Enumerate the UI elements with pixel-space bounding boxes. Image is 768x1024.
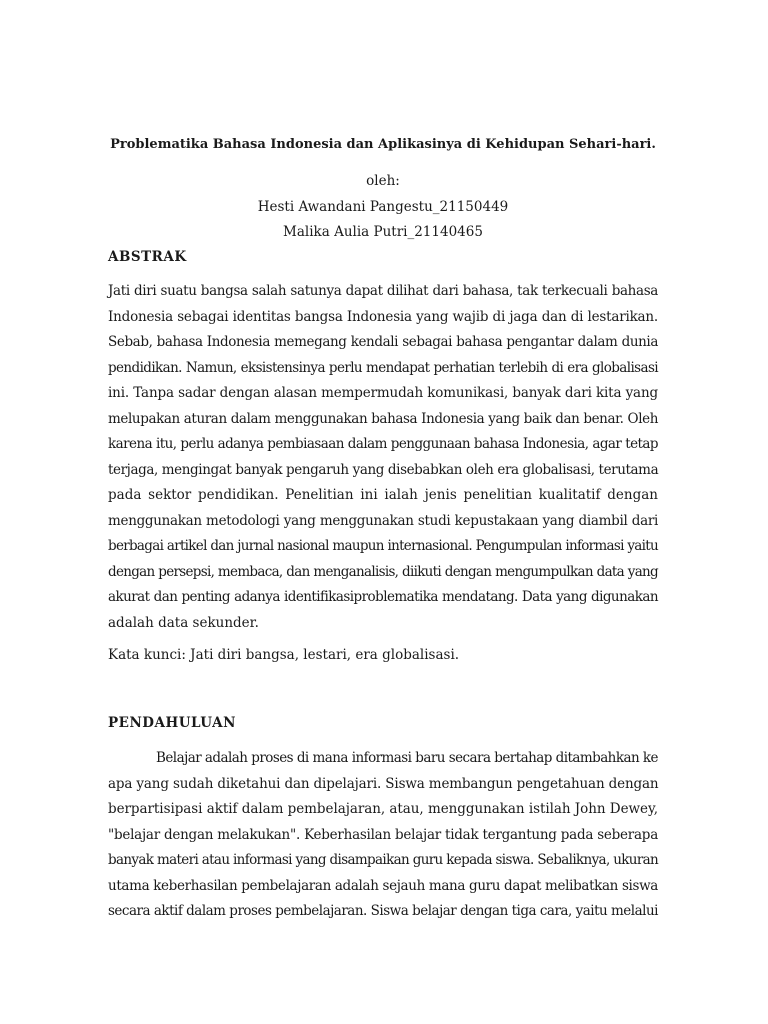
- abstract-line: pendidikan. Namun, eksistensinya perlu mendapat perhatian terlebih di era globalisasi: [108, 359, 658, 376]
- intro-line: banyak materi atau informasi yang disampaikan guru kepada siswa. Sebaliknya, ukuran: [108, 852, 659, 868]
- intro-line: secara aktif dalam proses pembelajaran. Siswa belajar dengan tiga cara, yaitu melalui: [108, 903, 658, 919]
- abstract-line: karena itu, perlu adanya pembiasaan dalam penggunaan bahasa Indonesia, agar tetap: [108, 436, 658, 452]
- intro-line: apa yang sudah diketahui dan dipelajari. Siswa membangun pengetahuan dengan: [108, 775, 659, 792]
- abstract-line: terjaga, mengingat banyak pengaruh yang disebabkan oleh era globalisasi, terutama: [108, 461, 659, 478]
- abstract-heading: ABSTRAK: [108, 249, 187, 265]
- abstract-line: menggunakan metodologi yang menggunakan studi kepustakaan yang diambil dari: [108, 512, 658, 529]
- intro-line: "belajar dengan melakukan". Keberhasilan belajar tidak tergantung pada seberapa: [108, 826, 658, 843]
- abstract-paragraph: [108, 279, 658, 636]
- intro-line: Belajar adalah proses di mana informasi baru secara bertahap ditambahkan ke: [156, 750, 658, 766]
- abstract-line: pada sektor pendidikan. Penelitian ini ialah jenis penelitian kualitatif dengan: [108, 487, 658, 503]
- author-2: Malika Aulia Putri_21140465: [283, 224, 483, 240]
- intro-line: berpartisipasi aktif dalam pembelajaran, atau, menggunakan istilah John Dewey,: [108, 801, 658, 817]
- abstract-line: dengan persepsi, membaca, dan menganalisis, diikuti dengan mengumpulkan data yang: [108, 563, 658, 580]
- abstract-line: Sebab, bahasa Indonesia memegang kendali sebagai bahasa pengantar dalam dunia: [108, 334, 658, 350]
- author-1: Hesti Awandani Pangestu_21150449: [257, 199, 509, 215]
- abstract-line: Jati diri suatu bangsa salah satunya dapat dilihat dari bahasa, tak terkecuali bahasa: [108, 283, 658, 299]
- abstract-line: berbagai artikel dan jurnal nasional maupun internasional. Pengumpulan informasi yaitu: [108, 538, 658, 554]
- paper-title: Problematika Bahasa Indonesia dan Aplikasinya di Kehidupan Sehari-hari.: [110, 137, 656, 152]
- byline-label: oleh:: [366, 173, 400, 189]
- abstract-line: adalah data sekunder.: [108, 614, 259, 631]
- intro-heading: PENDAHULUAN: [108, 715, 236, 731]
- abstract-line: ini. Tanpa sadar dengan alasan mempermudah komunikasi, banyak dari kita yang: [108, 385, 658, 401]
- intro-paragraph: [108, 746, 658, 925]
- intro-line: utama keberhasilan pembelajaran adalah sejauh mana guru dapat melibatkan siswa: [108, 877, 658, 894]
- keywords: Kata kunci: Jati diri bangsa, lestari, era globalisasi.: [108, 647, 460, 663]
- abstract-line: akurat dan penting adanya identifikasiproblematika mendatang. Data yang digunakan: [108, 589, 658, 605]
- abstract-line: melupakan aturan dalam menggunakan bahasa Indonesia yang baik dan benar. Oleh: [108, 410, 658, 427]
- abstract-line: Indonesia sebagai identitas bangsa Indonesia yang wajib di jaga dan di lestarikan.: [108, 308, 658, 325]
